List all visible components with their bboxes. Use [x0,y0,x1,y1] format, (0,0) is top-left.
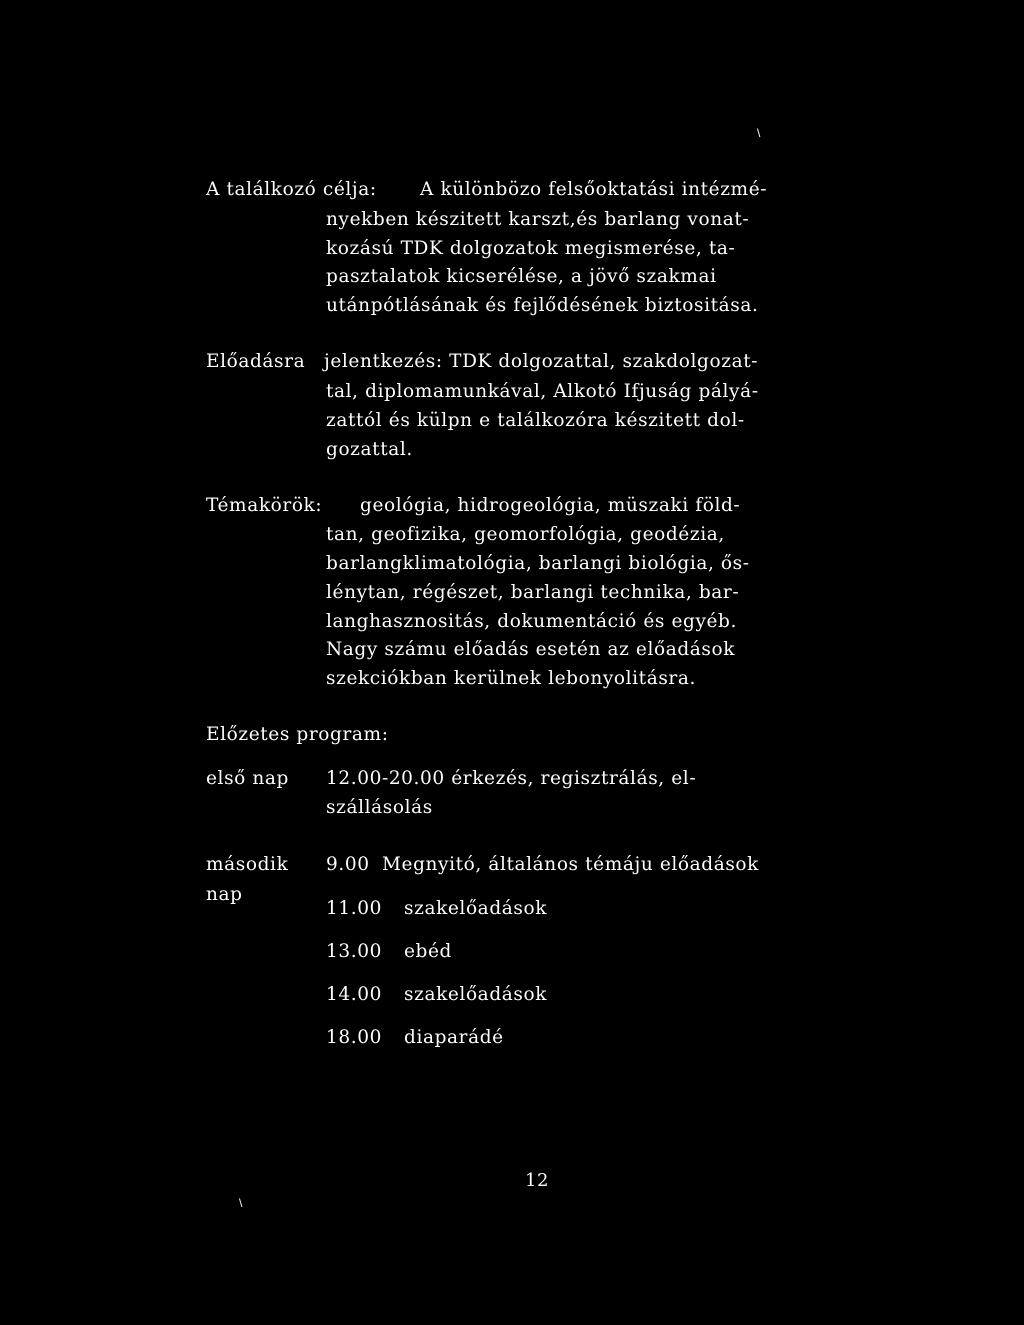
application-line: jelentkezés: TDK dolgozattal, szakdolgozat- [324,351,759,372]
schedule-time: 14.00 [326,984,382,1005]
aim-line: kozású TDK dolgozatok megismerése, ta- [326,238,736,259]
application-line: gozattal. [326,439,413,460]
schedule-time: 9.00 [326,854,370,875]
topics-line: szekciókban kerülnek lebonyolitásra. [326,668,696,689]
day2-label: nap [206,884,243,905]
aim-line: pasztalatok kicserélése, a jövő szakmai [326,266,717,287]
topics-line: geológia, hidrogeológia, müszaki föld- [360,495,741,516]
schedule-time: 18.00 [326,1027,382,1048]
topics-line: lénytan, régészet, barlangi technika, bar- [326,582,740,603]
day1-line: 12.00-20.00 érkezés, regisztrálás, el- [326,768,697,789]
stray-mark-top: \ [757,126,761,140]
day2-label: második [206,854,289,875]
application-line: tal, diplomamunkával, Alkotó Ifjuság pályá- [326,381,759,402]
aim-line: nyekben készitett karszt,és barlang vonat- [326,209,750,230]
application-label: Előadásra [206,351,306,372]
schedule-time: 13.00 [326,941,382,962]
aim-line: A különbözo felsőoktatási intézmé- [420,179,768,200]
aim-label: A találkozó célja: [206,179,377,200]
topics-line: langhasznositás, dokumentáció és egyéb. [326,611,737,632]
application-line: zattól és külpn e találkozóra készitett dol- [326,410,745,431]
day1-label: első nap [206,768,289,789]
schedule-text: ebéd [404,941,452,962]
stray-mark-bottom: \ [239,1196,243,1210]
schedule-time: 11.00 [326,898,382,919]
page-number: 12 [525,1170,550,1191]
schedule-text: szakelőadások [404,984,548,1005]
schedule-text: szakelőadások [404,898,548,919]
topics-label: Témakörök: [206,495,323,516]
day1-line: szállásolás [326,797,433,818]
schedule-text: Megnyitó, általános témáju előadások [382,854,759,875]
topics-line: tan, geofizika, geomorfológia, geodézia, [326,524,725,545]
topics-line: Nagy számu előadás esetén az előadások [326,639,736,660]
program-heading: Előzetes program: [206,724,389,745]
aim-line: utánpótlásának és fejlődésének biztositása. [326,295,759,316]
topics-line: barlangklimatológia, barlangi biológia, ős- [326,553,750,574]
schedule-text: diaparádé [404,1027,504,1048]
